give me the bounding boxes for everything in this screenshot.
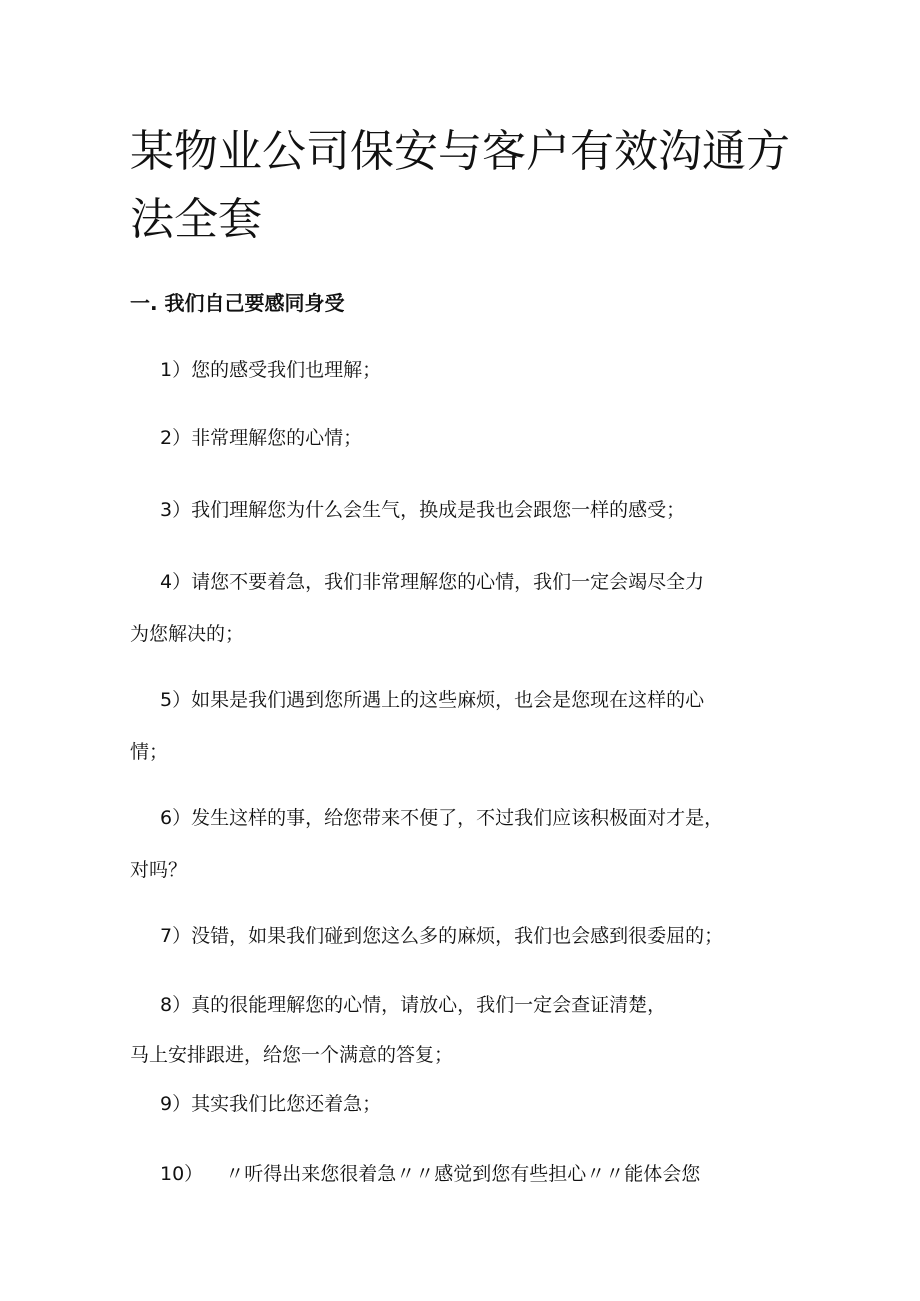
- item-number: 4）: [160, 571, 192, 593]
- item-text: 如果是我们遇到您所遇上的这些麻烦，也会是您现在这样的心: [191, 689, 705, 711]
- list-item: [130, 484, 810, 536]
- item-text: 您的感受我们也理解；: [191, 359, 382, 381]
- list-item: [130, 1078, 810, 1130]
- list-item: [130, 344, 810, 396]
- list-item: [130, 412, 810, 464]
- list-item: [130, 556, 810, 660]
- item-number: 2）: [160, 427, 192, 449]
- document-title: [130, 118, 790, 254]
- title-line-2: 法全套: [130, 194, 262, 245]
- item-number: 9）: [160, 1093, 192, 1115]
- item-text: 请您不要着急，我们非常理解您的心情，我们一定会竭尽全力: [191, 571, 705, 593]
- list-item: [130, 674, 810, 778]
- item-text-continued: 情；: [130, 741, 169, 763]
- item-number: 5）: [160, 689, 192, 711]
- item-text: 真的很能理解您的心情，请放心，我们一定会查证清楚，: [191, 994, 667, 1016]
- section-heading: 一. 我们自己要感同身受: [130, 291, 345, 315]
- item-text: 没错，如果我们碰到您这么多的麻烦，我们也会感到很委屈的；: [191, 925, 724, 947]
- item-text: 我们理解您为什么会生气，换成是我也会跟您一样的感受；: [191, 499, 686, 521]
- item-number: 3）: [160, 499, 192, 521]
- item-number: 6）: [160, 807, 192, 829]
- item-number: 7）: [160, 925, 192, 947]
- item-number: 1）: [160, 359, 192, 381]
- list-item: [130, 1148, 810, 1200]
- list-item: [130, 792, 810, 896]
- item-text: 〃听得出来您很着急〃〃感觉到您有些担心〃〃能体会您: [225, 1163, 701, 1185]
- item-number: 10）: [160, 1163, 204, 1185]
- title-line-1: 某物业公司保安与客户有效沟通方: [130, 126, 790, 177]
- item-text: 非常理解您的心情；: [191, 427, 363, 449]
- item-text-continued: 为您解决的；: [130, 623, 245, 645]
- item-text: 其实我们比您还着急；: [191, 1093, 382, 1115]
- item-text-continued: 对吗？: [130, 859, 188, 881]
- item-text-continued: 马上安排跟进，给您一个满意的答复；: [130, 1044, 454, 1066]
- item-number: 8）: [160, 994, 192, 1016]
- list-item: [130, 980, 810, 1080]
- list-item: [130, 910, 810, 962]
- item-text: 发生这样的事，给您带来不便了，不过我们应该积极面对才是，: [191, 807, 724, 829]
